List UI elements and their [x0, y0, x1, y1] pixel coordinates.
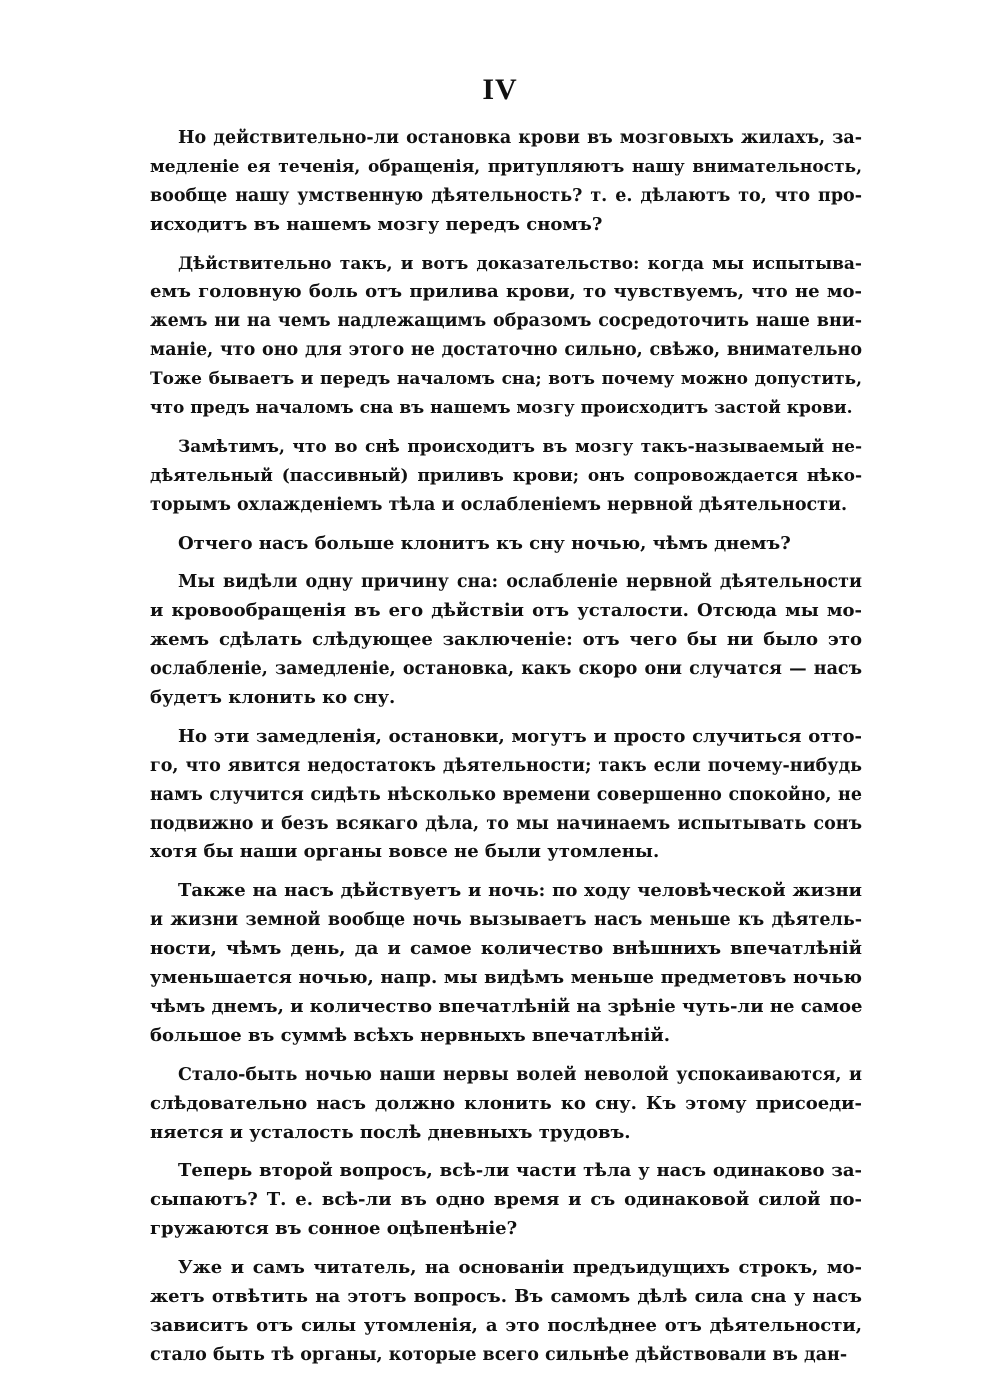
text-line: чѣмъ днемъ, и количество впечатлѣній на зрѣніе чуть-ли не самое: [150, 995, 862, 1017]
text-line: и жизни земной вообще ночь вызываетъ насъ меньше къ дѣятель-: [150, 910, 862, 931]
text-line: ослабленіе, замедленіе, остановка, какъ скоро они случатся — насъ: [150, 659, 862, 680]
text-line: подвижно и безъ всякаго дѣла, то мы начинаемъ испытывать сонъ: [150, 813, 862, 834]
text-line: Замѣтимъ, что во снѣ происходитъ въ мозгу такъ-называемый не-: [178, 436, 862, 457]
text-line: Дѣйствительно такъ, и вотъ доказательство: когда мы испытыва-: [178, 253, 862, 274]
paragraph: [150, 1254, 862, 1370]
text-line: стало быть тѣ органы, которые всего сильнѣе дѣйствовали въ дан-: [150, 1344, 848, 1365]
text-line: емъ головную боль отъ прилива крови, то чувствуемъ, что не мо-: [150, 281, 862, 303]
text-line: жемъ сдѣлать слѣдующее заключеніе: отъ чего бы ни было это: [150, 629, 862, 651]
paragraph: [150, 124, 862, 240]
paragraph: [150, 568, 862, 712]
paragraph: [150, 723, 862, 867]
text-line: хотя бы наши органы вовсе не были утомлены.: [150, 841, 660, 863]
body-text: [150, 124, 862, 1380]
text-line: исходитъ въ нашемъ мозгу передъ сномъ?: [150, 213, 603, 235]
text-line: Теперь второй вопросъ, всѣ-ли части тѣла у насъ одинаково за-: [178, 1160, 862, 1182]
page-number: IV: [482, 73, 518, 106]
text-line: медленіе ея теченія, обращенія, притупляютъ нашу внимательность,: [150, 156, 862, 177]
text-line: Мы видѣли одну причину сна: ослабленіе нервной дѣятельности: [178, 572, 862, 593]
text-line: намъ случится сидѣть нѣсколько времени совершенно спокойно, не: [150, 784, 862, 805]
text-line: гружаются въ сонное оцѣпенѣніе?: [150, 1218, 518, 1240]
text-line: дѣятельный (пассивный) приливъ крови; онъ сопровождается нѣко-: [150, 465, 862, 486]
text-line: будетъ клонить ко сну.: [150, 687, 396, 709]
text-line: ности, чѣмъ день, да и самое количество внѣшнихъ впечатлѣній: [150, 938, 862, 960]
paragraph: [150, 1061, 862, 1148]
text-line: Также на насъ дѣйствуетъ и ночь: по ходу человѣческой жизни: [178, 880, 862, 902]
text-line: Стало-быть ночью наши нервы волей неволой успокаиваются, и: [178, 1064, 862, 1085]
text-line: маніе, что оно для этого не достаточно сильно, свѣжо, внимательно: [150, 340, 862, 361]
text-line: уменьшается ночью, напр. мы видѣмъ меньше предметовъ ночью: [150, 967, 862, 989]
paragraph: [150, 1157, 862, 1244]
text-line: го, что явится недостатокъ дѣятельности; такъ если почему-нибудь: [150, 755, 862, 776]
text-line: торымъ охлажденіемъ тѣла и ослабленіемъ нервной дѣятельности.: [150, 494, 848, 515]
paragraph: [150, 433, 862, 520]
text-line: жемъ ни на чемъ надлежащимъ образомъ сосредоточить наше вни-: [150, 311, 862, 332]
text-line: большое въ суммѣ всѣхъ нервныхъ впечатлѣній.: [150, 1024, 671, 1046]
text-line: слѣдовательно насъ должно клонить ко сну. Къ этому присоеди-: [150, 1092, 862, 1114]
text-line: и кровообращенія въ его дѣйствіи отъ усталости. Отсюда мы мо-: [150, 600, 862, 622]
text-line: сыпаютъ? Т. е. всѣ-ли въ одно время и съ одинаковой силой по-: [150, 1189, 862, 1211]
text-line: Тоже бываетъ и передъ началомъ сна; вотъ почему можно допустить,: [150, 369, 862, 390]
text-line: что предъ началомъ сна въ нашемъ мозгу происходитъ застой крови.: [150, 398, 853, 419]
paragraph: [150, 877, 862, 1050]
text-line: жетъ отвѣтить на этотъ вопросъ. Въ самомъ дѣлѣ сила сна у насъ: [150, 1285, 862, 1307]
text-line: Отчего насъ больше клонитъ къ сну ночью, чѣмъ днемъ?: [178, 532, 791, 554]
text-line: няется и усталость послѣ дневныхъ трудовъ.: [150, 1121, 631, 1143]
text-line: зависитъ отъ силы утомленія, а это послѣднее отъ дѣятельности,: [150, 1314, 862, 1336]
text-line: Уже и самъ читатель, на основаніи предъидущихъ строкъ, мо-: [178, 1257, 862, 1279]
text-line: Но действительно-ли остановка крови въ мозговыхъ жилахъ, за-: [178, 128, 862, 148]
paragraph: [150, 250, 862, 423]
paragraph: [150, 530, 862, 559]
text-line: Но эти замедленія, остановки, могутъ и просто случиться отто-: [178, 725, 862, 747]
text-line: вообще нашу умственную дѣятельность? т. е. дѣлаютъ то, что про-: [150, 185, 862, 206]
